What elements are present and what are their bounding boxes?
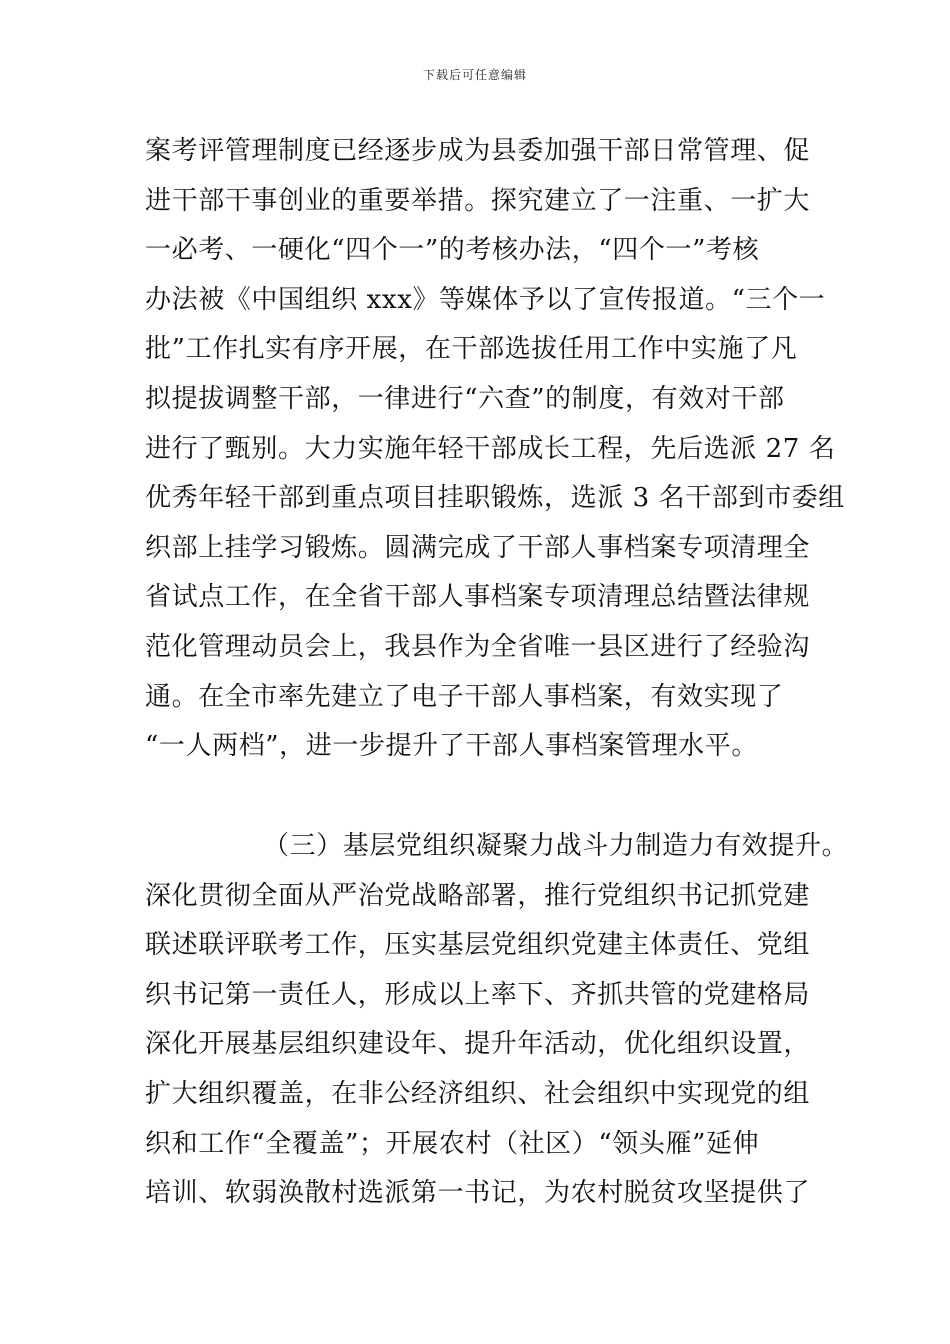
text-line: 织和工作“全覆盖”；开展农村（社区）“领头雁”延伸 [145,1128,760,1159]
paragraph-2 [145,822,849,1219]
text-line: 织部上挂学习锻炼。圆满完成了干部人事档案专项清理全 [145,532,811,563]
text-line: 进干部干事创业的重要举措。探究建立了一注重、一扩大 [145,185,811,216]
text-line: 进行了甄别。大力实施年轻干部成长工程，先后选派 27 名 [145,433,836,464]
text-line: “一人两档”，进一步提升了干部人事档案管理水平。 [145,731,758,762]
page-header: 下载后可任意编辑 [422,68,527,82]
text-line: 案考评管理制度已经逐步成为县委加强干部日常管理、促 [145,136,811,166]
text-line: 办法被《中国组织 xxx》等媒体予以了宣传报道。“三个一 [145,284,826,315]
text-line: 范化管理动员会上，我县作为全省唯一县区进行了经验沟 [145,631,811,662]
text-line: 深化开展基层组织建设年、提升年活动，优化组织设置， [145,1029,811,1060]
text-line: 省试点工作，在全省干部人事档案专项清理总结暨法律规 [145,582,811,613]
text-line: 深化贯彻全面从严治党战略部署，推行党组织书记抓党建 [145,880,811,911]
text-line: 批”工作扎实有序开展，在干部选拔任用工作中实施了凡 [145,334,798,365]
text-line: 一必考、一硬化“四个一”的考核办法，“四个一”考核 [145,235,760,266]
text-line: 织书记第一责任人，形成以上率下、齐抓共管的党建格局 [145,979,811,1010]
text-line: 拟提拔调整干部，一律进行“六查”的制度，有效对干部 [145,383,785,414]
text-line: 联述联评联考工作，压实基层党组织党建主体责任、党组 [145,930,811,961]
text-line: 优秀年轻干部到重点项目挂职锻炼，选派 3 名干部到市委组 [145,483,845,514]
text-line: 通。在全市率先建立了电子干部人事档案，有效实现了 [145,681,784,712]
paragraph-1 [145,127,845,772]
section-heading: （三）基层党组织凝聚力战斗力制造力有效提升。 [263,831,849,861]
text-line: 扩大组织覆盖，在非公经济组织、社会组织中实现党的组 [145,1078,811,1109]
text-line: 培训、软弱涣散村选派第一书记，为农村脱贫攻坚提供了 [145,1178,811,1209]
